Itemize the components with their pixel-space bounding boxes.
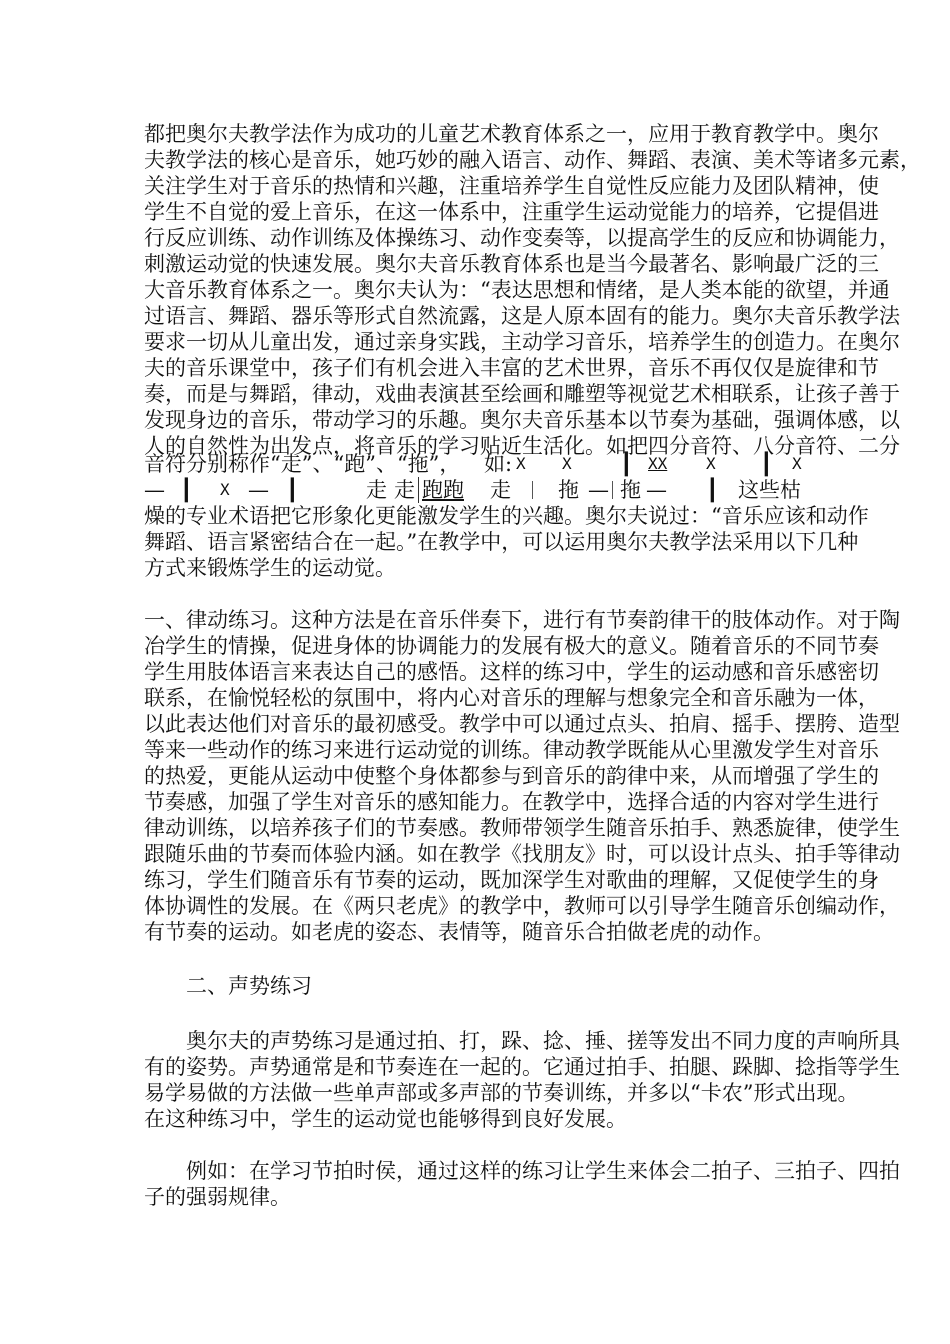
dash-symbol: — [588, 478, 609, 502]
syllable: 走 [394, 478, 415, 502]
text-line: 夫的音乐课堂中，孩子们有机会进入丰富的艺术世界，音乐不再仅仅是旋律和节 [144, 356, 879, 380]
text-line: 人的自然性为出发点，将音乐的学习贴近生活化。如把四分音符、八分音符、二分 [144, 434, 900, 458]
text-line: 有节奏的运动。如老虎的姿态、表情等，随音乐合拍做老虎的动作。 [144, 920, 774, 944]
text-line: 一、律动练习。这种方法是在音乐伴奏下，进行有节奏韵律干的肢体动作。对于陶 [144, 608, 900, 632]
text-line: 都把奥尔夫教学法作为成功的儿童艺术教育体系之一，应用于教育教学中。奥尔 [144, 122, 879, 146]
dash-symbol: — [144, 478, 165, 502]
text-line: 舞蹈、语言紧密结合在一起。”在教学中，可以运用奥尔夫教学法采用以下几种 [144, 530, 859, 554]
dash-symbol: — [248, 478, 269, 502]
text-line: 子的强弱规律。 [144, 1185, 291, 1209]
text-line: 过语言、舞蹈、器乐等形式自然流露，这是人原本固有的能力。奥尔夫音乐教学法 [144, 304, 900, 328]
text-line: 大音乐教育体系之一。奥尔夫认为：“表达思想和情绪，是人类本能的欲望，并通 [144, 278, 890, 302]
text-line: 联系，在愉悦轻松的氛围中，将内心对音乐的理解与想象完全和音乐融为一体， [144, 686, 879, 710]
thin-bar-line [532, 481, 533, 499]
section-heading: 二、声势练习 [186, 974, 312, 998]
rhythm-notation-line-2 [144, 477, 806, 503]
bar-line: ┃ [620, 452, 633, 476]
text-line: 易学易做的方法做一些单声部或多声部的节奏训练，并多以“卡农”形式出现。 [144, 1081, 859, 1105]
text-line: 有的姿势。声势通常是和节奏连在一起的。它通过拍手、拍腿、跺脚、捻指等学生 [144, 1055, 900, 1079]
text-tail: 这些枯 [738, 478, 801, 502]
syllable: 跑跑 [418, 477, 464, 503]
note-symbol: X [706, 454, 716, 473]
note-symbol: X [220, 480, 230, 499]
text-line: 学生用肢体语言来表达自己的感悟。这样的练习中，学生的运动感和音乐感密切 [144, 660, 879, 684]
text-line: 行反应训练、动作训练及体操练习、动作变奏等，以提高学生的反应和协调能力， [144, 226, 900, 250]
text-line: 跟随乐曲的节奏而体验内涵。如在教学《找朋友》时，可以设计点头、拍手等律动 [144, 842, 900, 866]
note-symbol: X [516, 454, 526, 473]
text-line: 在这种练习中，学生的运动觉也能够得到良好发展。 [144, 1107, 627, 1131]
bar-line: ┃ [286, 478, 299, 502]
text-line: 燥的专业术语把它形象化更能激发学生的兴趣。奥尔夫说过：“音乐应该和动作 [144, 504, 869, 528]
text-line: 的热爱，更能从运动中使整个身体都参与到音乐的韵律中来，从而增强了学生的 [144, 764, 879, 788]
text-line: 发现身边的音乐，带动学习的乐趣。奥尔夫音乐基本以节奏为基础，强调体感，以 [144, 408, 900, 432]
example-label: 如: [484, 452, 513, 476]
syllable: 拖 [620, 478, 641, 502]
text-line: 关注学生对于音乐的热情和兴趣，注重培养学生自觉性反应能力及团队精神，使 [144, 174, 879, 198]
text-line: 夫教学法的核心是音乐，她巧妙的融入语言、动作、舞蹈、表演、美术等诸多元素， [144, 148, 921, 172]
text-line: 奥尔夫的声势练习是通过拍、打，跺、捻、捶、搓等发出不同力度的声响所具 [186, 1029, 900, 1053]
text-line: 等来一些动作的练习来进行运动觉的训练。律动教学既能从心里激发学生对音乐 [144, 738, 879, 762]
text-line: 冶学生的情操，促进身体的协调能力的发展有极大的意义。随着音乐的不同节奏 [144, 634, 879, 658]
rhythm-notation-line-1 [144, 451, 806, 477]
bar-line: ┃ [706, 478, 719, 502]
text-line: 以此表达他们对音乐的最初感受。教学中可以通过点头、拍肩、摇手、摆胯、造型 [144, 712, 900, 736]
thin-bar-line [612, 481, 613, 499]
text-line: 刺激运动觉的快速发展。奥尔夫音乐教育体系也是当今最著名、影响最广泛的三 [144, 252, 879, 276]
dash-symbol: — [646, 478, 667, 502]
text-line: 要求一切从儿童出发，通过亲身实践，主动学习音乐，培养学生的创造力。在奥尔 [144, 330, 900, 354]
text-line: 练习，学生们随音乐有节奏的运动，既加深学生对歌曲的理解，又促使学生的身 [144, 868, 879, 892]
text-line: 学生不自觉的爱上音乐，在这一体系中，注重学生运动觉能力的培养，它提倡进 [144, 200, 879, 224]
note-symbol: X [792, 454, 802, 473]
text-line: 律动训练，以培养孩子们的节奏感。教师带领学生随音乐拍手、熟悉旋律，使学生 [144, 816, 900, 840]
text-line: 节奏感，加强了学生对音乐的感知能力。在教学中，选择合适的内容对学生进行 [144, 790, 879, 814]
syllable: 走 [366, 478, 387, 502]
text-line: 奏，而是与舞蹈，律动，戏曲表演甚至绘画和雕塑等视觉艺术相联系，让孩子善于 [144, 382, 900, 406]
note-symbol: X [562, 454, 572, 473]
text-line: 方式来锻炼学生的运动觉。 [144, 556, 396, 580]
bar-line: ┃ [180, 478, 193, 502]
notation-intro-text: 音符分别称作“走”、“跑”、“拖”， [144, 452, 461, 476]
syllable: 走 [490, 478, 511, 502]
syllable: 拖 [558, 478, 579, 502]
bar-line: ┃ [760, 452, 773, 476]
text-line: 例如：在学习节拍时侯，通过这样的练习让学生来体会二拍子、三拍子、四拍 [186, 1159, 900, 1183]
note-symbol: XX [648, 454, 668, 473]
text-line: 体协调性的发展。在《两只老虎》的教学中，教师可以引导学生随音乐创编动作， [144, 894, 900, 918]
